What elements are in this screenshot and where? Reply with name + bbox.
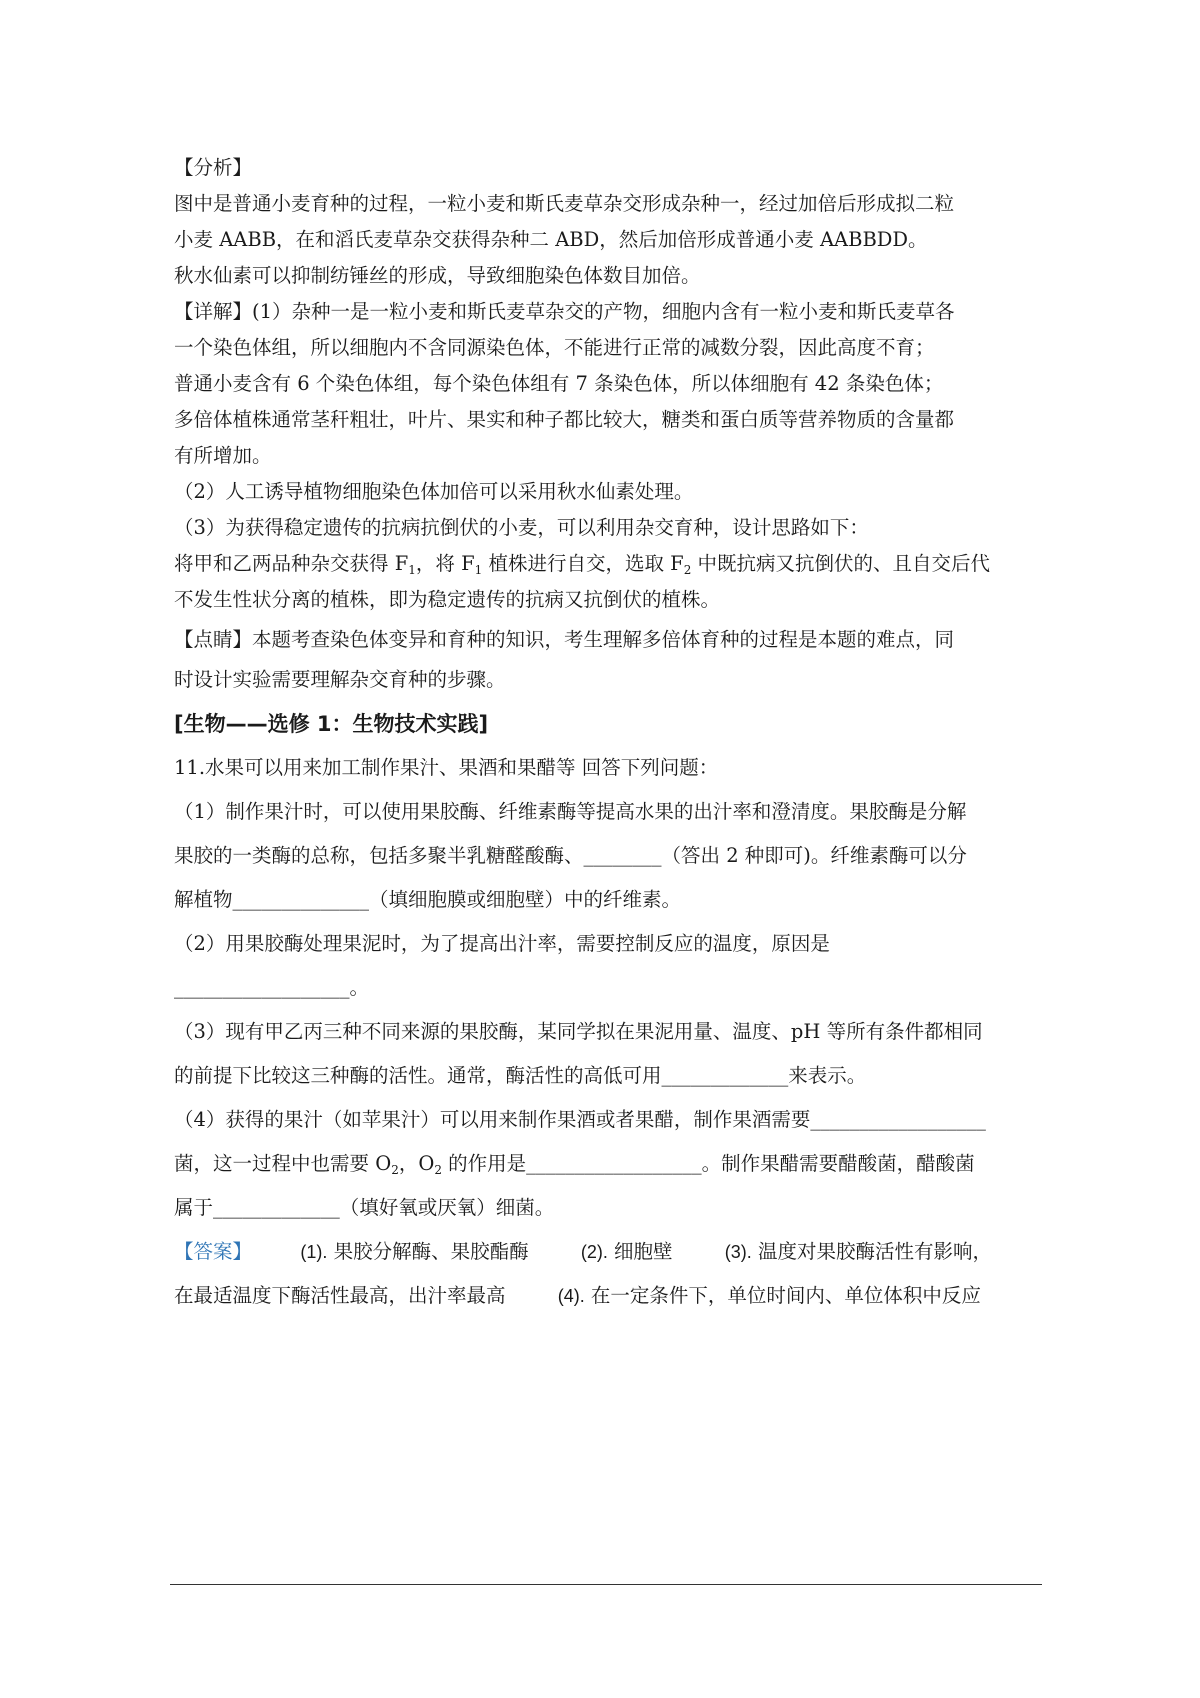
question-p4-tail: 属于_____________（填好氧或厌氧）细菌。: [174, 1196, 555, 1219]
f-line-sub-3: 2: [683, 563, 692, 577]
answer-line-2: [174, 1274, 1040, 1318]
o2-sub-1: 2: [391, 1163, 399, 1177]
analysis-line-1: 图中是普通小麦育种的过程，一粒小麦和斯氏麦草杂交形成杂种一，经过加倍后形成拟二粒: [174, 192, 955, 215]
answer-tag: 【答案】: [174, 1240, 253, 1263]
answer-4-text: 在一定条件下，单位时间内、单位体积中反应: [590, 1284, 981, 1307]
question-p1-line-1: （1）制作果汁时，可以使用果胶酶、纤维素酶等提高水果的出汁率和澄清度。果胶酶是分解: [174, 800, 967, 823]
explanation-line-7: （3）为获得稳定遗传的抗病抗倒伏的小麦，可以利用杂交育种，设计思路如下：: [174, 516, 869, 539]
analysis-line-2: 小麦 AABB，在和滔氏麦草杂交获得杂种二 ABD，然后加倍形成普通小麦 AABBDD。: [174, 228, 928, 251]
f-line-sub-1: 1: [408, 563, 416, 577]
f-line-sub-2: 1: [474, 563, 483, 577]
section-title: [生物——选修 1：生物技术实践]: [174, 712, 489, 736]
answer-2-text: 细胞壁: [614, 1240, 673, 1263]
question-p4-o2-line: [174, 1142, 1040, 1186]
explanation-line-6: （2）人工诱导植物细胞染色体加倍可以采用秋水仙素处理。: [174, 480, 694, 503]
answer-1-num: (1).: [300, 1242, 328, 1262]
answer-4-num: (4).: [557, 1286, 585, 1306]
question-p2-line-2: __________________。: [174, 976, 370, 999]
question-p3-line-1: （3）现有甲乙丙三种不同来源的果胶酶，某同学拟在果泥用量、温度、pH 等所有条件都相同: [174, 1020, 983, 1043]
f-line-part-a: 将甲和乙两品种杂交获得 F: [174, 552, 409, 575]
answer-line-1: [174, 1230, 1040, 1274]
explanation-f-line: [174, 546, 1040, 582]
answer-3-text: 温度对果胶酶活性有影响，: [757, 1240, 992, 1263]
question-p3-line-2: 的前提下比较这三种酶的活性。通常，酶活性的高低可用_____________来表示。: [174, 1064, 867, 1087]
comment-line-2: 时设计实验需要理解杂交育种的步骤。: [174, 668, 506, 691]
question-p2-line-1: （2）用果胶酶处理果泥时，为了提高出汁率，需要控制反应的温度，原因是: [174, 932, 830, 955]
o2-part-a: 菌，这一过程中也需要 O: [174, 1152, 392, 1175]
analysis-line-3: 秋水仙素可以抑制纺锤丝的形成，导致细胞染色体数目加倍。: [174, 264, 701, 287]
document-page: [174, 150, 1040, 1318]
explanation-line-4: 多倍体植株通常茎秆粗壮，叶片、果实和种子都比较大，糖类和蛋白质等营养物质的含量都: [174, 408, 955, 431]
explanation-line-1: 【详解】(1）杂种一是一粒小麦和斯氏麦草杂交的产物，细胞内含有一粒小麦和斯氏麦草各: [174, 300, 955, 323]
question-p1-line-2: 果胶的一类酶的总称，包括多聚半乳糖醛酸酶、________（答出 2 种即可)。纤维素酶可以分: [174, 844, 967, 867]
comment-line-1: 【点睛】本题考查染色体变异和育种的知识，考生理解多倍体育种的过程是本题的难点，同: [174, 628, 955, 651]
analysis-heading: 【分析】: [174, 156, 253, 179]
question-title: 11.水果可以用来加工制作果汁、果酒和果醋等 回答下列问题：: [174, 756, 719, 779]
question-p4-line-1: （4）获得的果汁（如苹果汁）可以用来制作果酒或者果醋，制作果酒需要__________________: [174, 1108, 986, 1131]
explanation-line-5: 有所增加。: [174, 444, 272, 467]
answer-3-num: (3).: [724, 1242, 752, 1262]
f-line-part-d: 中既抗病又抗倒伏的、且自交后代: [691, 552, 991, 575]
o2-sub-2: 2: [434, 1163, 442, 1177]
footer-rule: [170, 1584, 1042, 1585]
o2-part-b: ，O: [398, 1152, 435, 1175]
f-line-part-b: ，将 F: [415, 552, 475, 575]
explanation-line-2: 一个染色体组，所以细胞内不含同源染色体，不能进行正常的减数分裂，因此高度不育；: [174, 336, 935, 359]
answer-3-continued: 在最适温度下酶活性最高，出汁率最高: [174, 1284, 506, 1307]
f-line-part-c: 植株进行自交，选取 F: [482, 552, 684, 575]
answer-2-num: (2).: [580, 1242, 608, 1262]
answer-1-text: 果胶分解酶、果胶酯酶: [333, 1240, 529, 1263]
question-p1-line-3: 解植物______________（填细胞膜或细胞壁）中的纤维素。: [174, 888, 682, 911]
explanation-tail: 不发生性状分离的植株，即为稳定遗传的抗病又抗倒伏的植株。: [174, 588, 721, 611]
o2-part-c: 的作用是__________________。制作果醋需要醋酸菌，醋酸菌: [441, 1152, 975, 1175]
explanation-line-3: 普通小麦含有 6 个染色体组，每个染色体组有 7 条染色体，所以体细胞有 42 条染色体；: [174, 372, 944, 395]
